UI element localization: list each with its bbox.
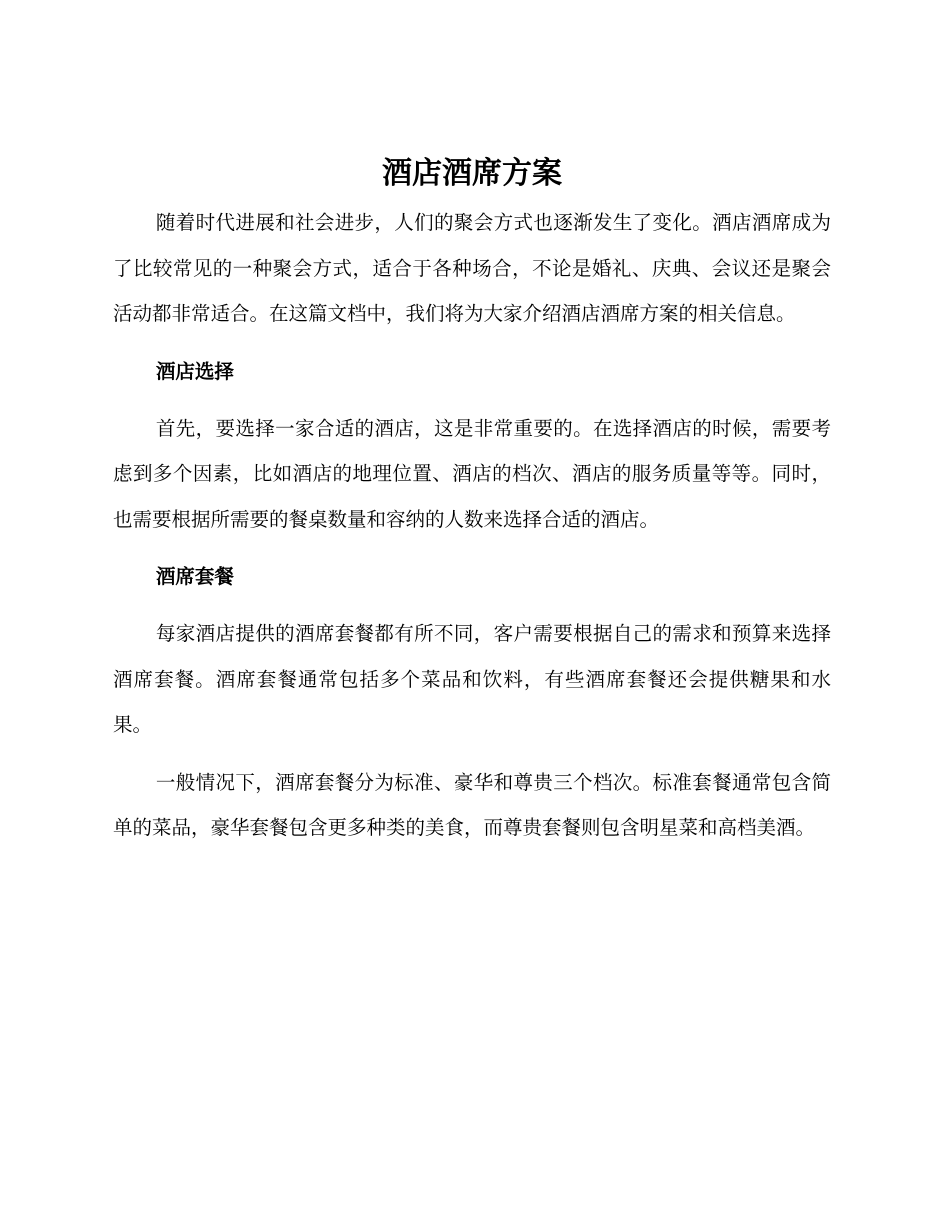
- document-title: 酒店酒席方案: [382, 156, 562, 191]
- banquet-packages-paragraph-1: 每家酒店提供的酒席套餐都有所不同，客户需要根据自己的需求和预算来选择酒席套餐。酒席套餐通常包括多个菜品和饮料，有些酒席套餐还会提供糖果和水果。: [113, 622, 831, 736]
- section-heading-banquet-packages: 酒席套餐: [155, 565, 234, 588]
- section-banquet-packages: [113, 554, 831, 851]
- document-body: [113, 152, 831, 851]
- intro-paragraph: 随着时代进展和社会进步，人们的聚会方式也逐渐发生了变化。酒店酒席成为了比较常见的一种聚会方式，适合于各种场合，不论是婚礼、庆典、会议还是聚会活动都非常适合。在这篇文档中，我们将为大家介绍酒店酒席方案的相关信息。: [113, 211, 831, 325]
- hotel-selection-paragraph: 首先，要选择一家合适的酒店，这是非常重要的。在选择酒店的时候，需要考虑到多个因素，比如酒店的地理位置、酒店的档次、酒店的服务质量等等。同时，也需要根据所需要的餐桌数量和容纳的人数来选择合适的酒店。: [113, 416, 831, 531]
- section-hotel-selection: [113, 349, 831, 543]
- banquet-packages-paragraph-2: 一般情况下，酒席套餐分为标准、豪华和尊贵三个档次。标准套餐通常包含简单的菜品，豪华套餐包含更多种类的美食，而尊贵套餐则包含明星菜和高档美酒。: [113, 770, 831, 839]
- section-heading-hotel-selection: 酒店选择: [155, 359, 234, 383]
